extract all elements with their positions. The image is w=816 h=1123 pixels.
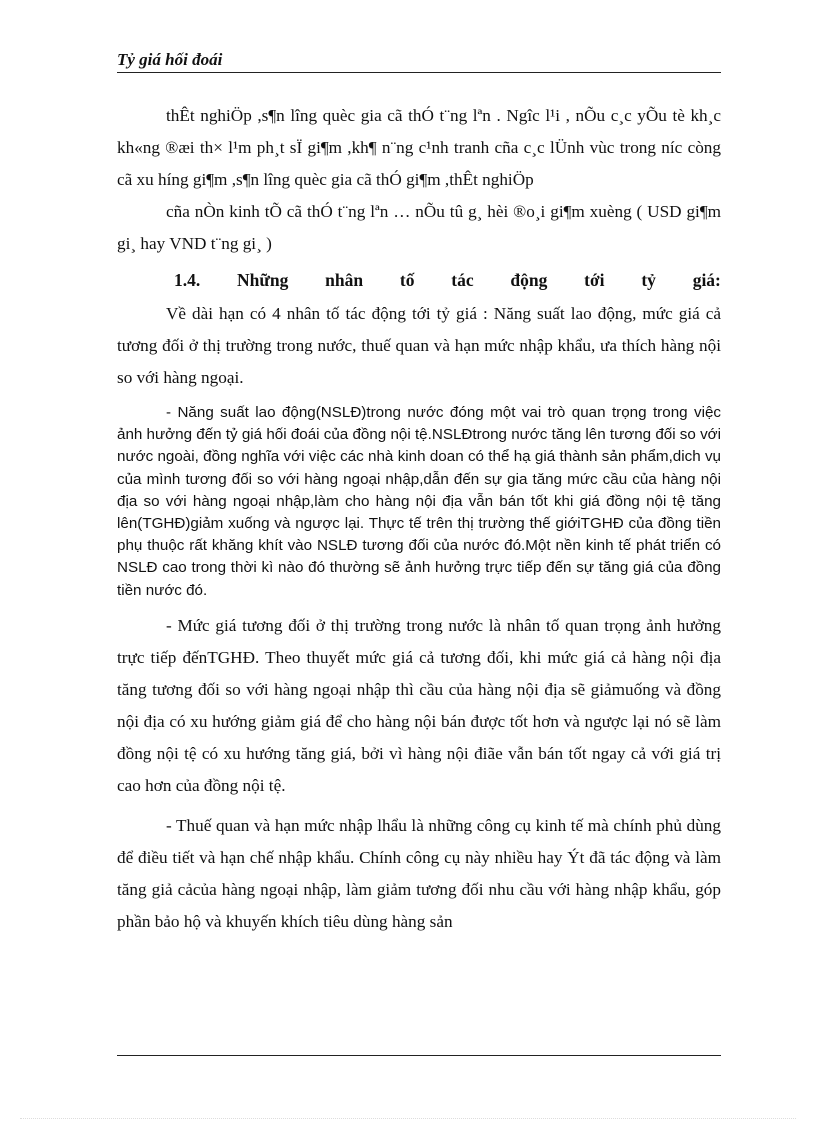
document-body — [117, 100, 721, 938]
heading-word: tác — [451, 270, 474, 290]
heading-word: giá: — [692, 270, 721, 290]
paragraph-p6: - Thuế quan và hạn mức nhập lhẩu là những công cụ kinh tế mà chính phủ dùng để điều tiết và hạn chế nhập khẩu. Chính công cụ này nhiều hay Ýt đã tác động và làm tăng giả cảcủa hàng ngoại nhập, làm giảm tương đối nhu cầu với hàng nhập khẩu, góp phần bảo hộ và khuyến khích tiêu dùng hàng sản — [117, 815, 721, 931]
heading-word: tới — [584, 270, 605, 290]
heading-number: 1.4. — [174, 270, 201, 290]
paragraph-p1: thÊt nghiÖp ,s¶n lîng quèc gia cã thÓ t¨ng lªn . Ngîc l¹i , nÕu c¸c yÕu tè kh¸c kh«ng ®æi th× l¹m ph¸t sÏ gi¶m ,kh¶ n¨ng c¹nh tranh cña c¸c lÜnh vùc trong níc còng cã xu híng gi¶m ,s¶n lîng quèc gia cã thÓ gi¶m ,thÊt nghiÖp — [117, 106, 721, 189]
page-edge-dots — [20, 1118, 796, 1119]
header-title: Tỷ giá hối đoái — [117, 50, 223, 69]
heading-word: động — [510, 270, 548, 290]
paragraph-p3: Về dài hạn có 4 nhân tố tác động tới tỷ giá : Năng suất lao động, mức giá cả tương đối ở thị trường trong nước, thuế quan và hạn mức nhập khẩu, ưa thích hàng nội so với hàng ngoại. — [117, 304, 721, 387]
heading-word: tỷ — [641, 270, 656, 290]
footer-rule — [117, 1055, 721, 1056]
section-heading — [117, 264, 721, 296]
paragraph-p5: - Mức giá tương đối ở thị trường trong nước là nhân tố quan trọng ảnh hưởng trực tiếp đếnTGHĐ. Theo thuyết mức giá cả tương đối, khi mức giá cả hàng nội địa tăng tương đối so với hàng ngoại nhập thì cầu của hàng nội địa sẽ giảmuống và đồng nội địa có xu hướng giảm giá để cho hàng nội bán được tốt hơn và ngược lại nó sẽ làm đồng nội tệ có xu hướng tăng giá, bởi vì hàng nội điãe vẫn bán tốt ngay cả với giá trị cao hơn của đồng nội tệ. — [117, 615, 721, 795]
page-header — [117, 50, 721, 73]
heading-word: nhân — [325, 270, 364, 290]
paragraph-p2: cña nÒn kinh tÕ cã thÓ t¨ng lªn … nÕu tû g¸ hèi ®o¸i gi¶m xuèng ( USD gi¶m gi¸ hay VND t¨ng gi¸ ) — [117, 202, 721, 253]
heading-word: tố — [399, 270, 415, 290]
paragraph-p4: - Năng suất lao động(NSLĐ)trong nước đóng một vai trò quan trọng trong việc ảnh hưởng đến tỷ giá hối đoái của đồng nội tệ.NSLĐtrong nước tăng lên tương đối so với nước ngoài, đồng nghĩa với việc các nhà kinh doan có thể hạ giá thành sản phẩm,dich vụ của mình tương đối so với hàng ngoại nhập,dẫn đến sự gia tăng mức cầu của hàng nội địa so với hàng ngoại nhập,làm cho hàng nội địa vẫn bán tốt khi giá đồng nội tệ tăng lên(TGHĐ)giảm xuống và ngược lại. Thực tế trên thị trường thế giớiTGHĐ của đồng tiền phụ thuộc rất khăng khít vào NSLĐ tương đối của nước đó.Một nền kinh tế phát triển có NSLĐ cao trong thời kì nào đó thường sẽ ảnh hưởng trực tiếp đến sự tăng giá của đồng tiền nước đó. — [117, 404, 721, 599]
heading-word: Những — [237, 270, 289, 290]
